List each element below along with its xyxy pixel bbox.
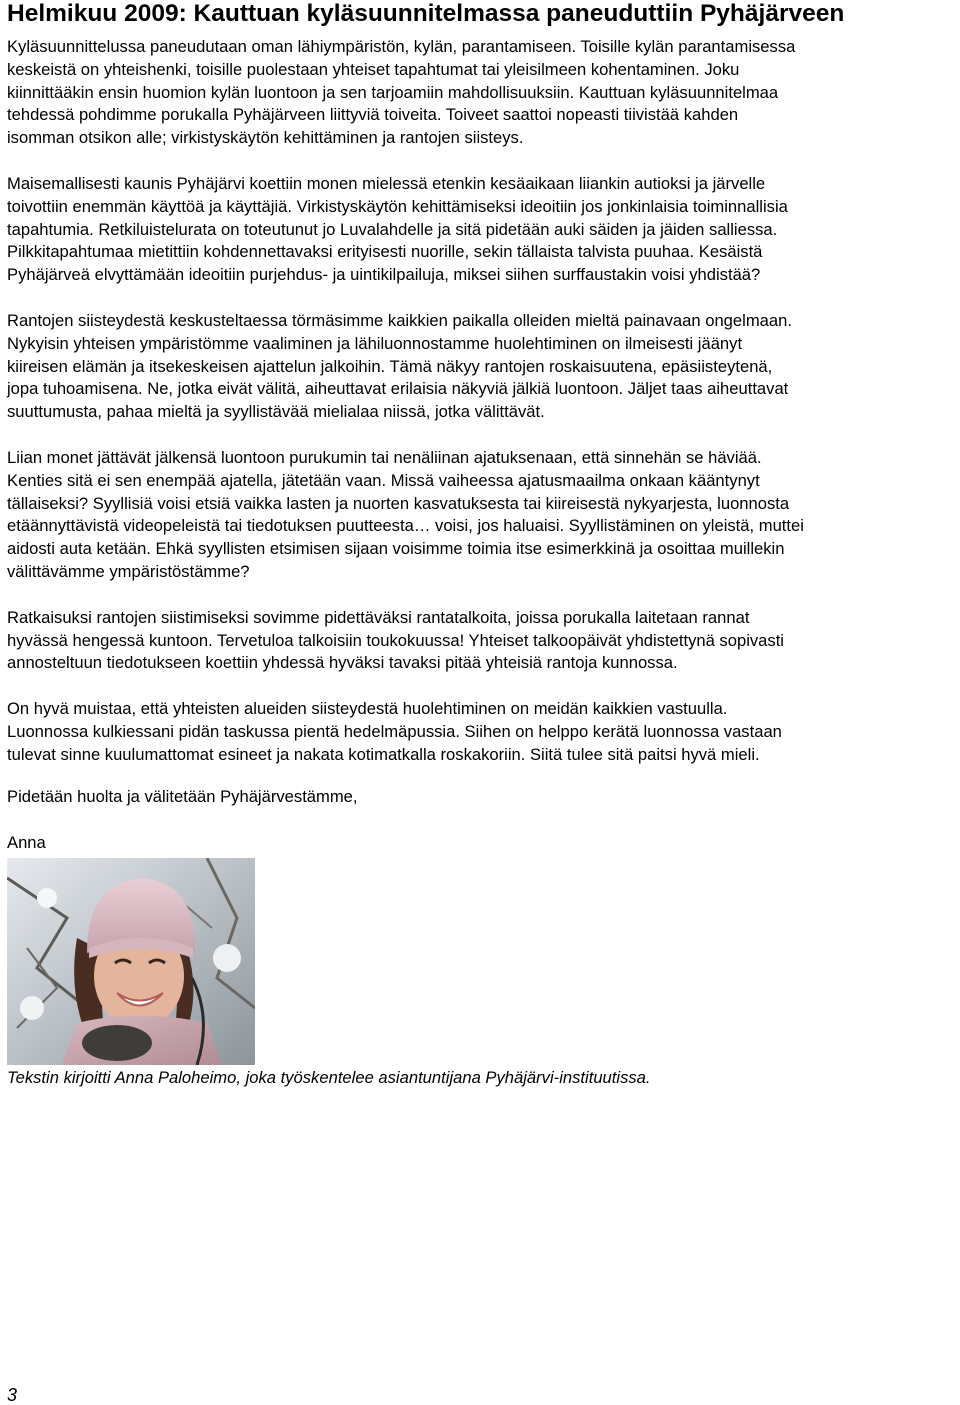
article-title: Helmikuu 2009: Kauttuan kyläsuunnitelmassa paneuduttiin Pyhäjärveen — [7, 0, 845, 27]
page-number: 3 — [7, 1385, 18, 1405]
paragraph-intro: Kyläsuunnittelussa paneudutaan oman lähiympäristön, kylän, parantamiseen. Toisille kylän parantamisessa keskeistä on yhteishenki, toisille puolestaan yhteiset tapahtumat tai yleisilmeen kohentaminen. Joku kiinnittääkin ensin huomion kylän luontoon ja sen tarjoamiin mahdollisuuksiin. Kauttuan kyläsuunnitelmaa tehdessä pohdimme porukalla Pyhäjärveen liittyviä toiveita. Toiveet saattoi nopeasti tiivistää kahden isomman otsikon alle; virkistyskäytön kehittäminen ja rantojen siisteys. — [7, 37, 796, 148]
author-name: Anna — [7, 833, 46, 852]
paragraph-solution: Ratkaisuksi rantojen siistimiseksi sovimme pidettäväksi rantatalkoita, joissa porukalla laitetaan rannat hyvässä hengessä kuntoon. Tervetuloa talkoisiin toukokuussa! Yhteiset talkoopäivät yhdistettynä sopivasti annosteltuun tiedotukseen koettiin yhdessä hyväksi tavaksi pitää yhteisiä rantoja kunnossa. — [7, 607, 784, 673]
photo-caption: Tekstin kirjoitti Anna Paloheimo, joka työskentelee asiantuntijana Pyhäjärvi-instituutissa. — [7, 1068, 651, 1087]
paragraph-littering: Liian monet jättävät jälkensä luontoon purukumin tai nenäliinan ajatuksenaan, että sinnehän se häviää. Kenties sitä ei sen enempää ajatella, jätetään vaan. Missä vaiheessa ajatusmaailma onkaan kääntynyt tällaiseksi? Syyllisiä voisi etsiä vaikka lasten ja nuorten kasvatuksesta tai kiireisestä nykyarjesta, luonnosta etäännyttävistä videopeleistä tai tiedotuksen puutteesta… voisi, jos haluaisi. Syyllistäminen on yleistä, muttei aidosti auta ketään. Ehkä syyllisten etsimisen sijaan voisimme toimia itse esimerkkinä ja osoittaa muillekin välittävämme ympäristöstämme? — [7, 447, 804, 581]
author-photo — [7, 858, 255, 1065]
sign-off: Pidetään huolta ja välitetään Pyhäjärvestämme, — [7, 787, 358, 806]
article-body — [7, 36, 957, 790]
paragraph-shore-cleanliness: Rantojen siisteydestä keskusteltaessa törmäsimme kaikkien paikalla olleiden mieltä painavaan ongelmaan. Nykyisin yhteisen ympäristömme vaaliminen ja lähiluonnostamme huolehtiminen on ilmeisesti jäänyt kiireisen elämän ja itsekeskeisen ajattelun jalkoihin. Tämä näkyy rantojen roskaisuutena, epäsiisteytenä, jopa tuhoamisena. Ne, jotka eivät välitä, aiheuttavat erilaisia näkyviä jälkiä luontoon. Jäljet taas aiheuttavat suuttumusta, pahaa mieltä ja syyllistävää mielialaa niissä, jotka välittävät. — [7, 310, 792, 422]
paragraph-responsibility: On hyvä muistaa, että yhteisten alueiden siisteydestä huolehtiminen on meidän kaikkien vastuulla. Luonnossa kulkiessani pidän taskussa pientä hedelmäpussia. Siihen on helppo kerätä luonnossa vastaan tulevat sinne kuulumattomat esineet ja nakata kotimatkalla roskakoriin. Siitä tulee sitä paitsi hyvä mieli. — [7, 699, 782, 764]
paragraph-recreation: Maisemallisesti kaunis Pyhäjärvi koettiin monen mielessä etenkin kesäaikaan liiankin autioksi ja järvelle toivottiin enemmän käyttöä ja käyttäjiä. Virkistyskäytön kehittämiseksi ideoitiin jos jonkinlaisia toiminnallisia tapahtumia. Retkiluistelurata on toteutunut jo Luvalahdelle ja sitä pidetään auki säiden ja jäiden salliessa. Pilkkitapahtumaa mietittiin kohdennettavaksi erityisesti nuorille, sekin tällaista talvista puuhaa. Kesäistä Pyhäjärveä elvyttämään ideoitiin purjehdus- ja uintikilpailuja, miksei siihen surffaustakin voisi yhdistää? — [7, 173, 788, 285]
